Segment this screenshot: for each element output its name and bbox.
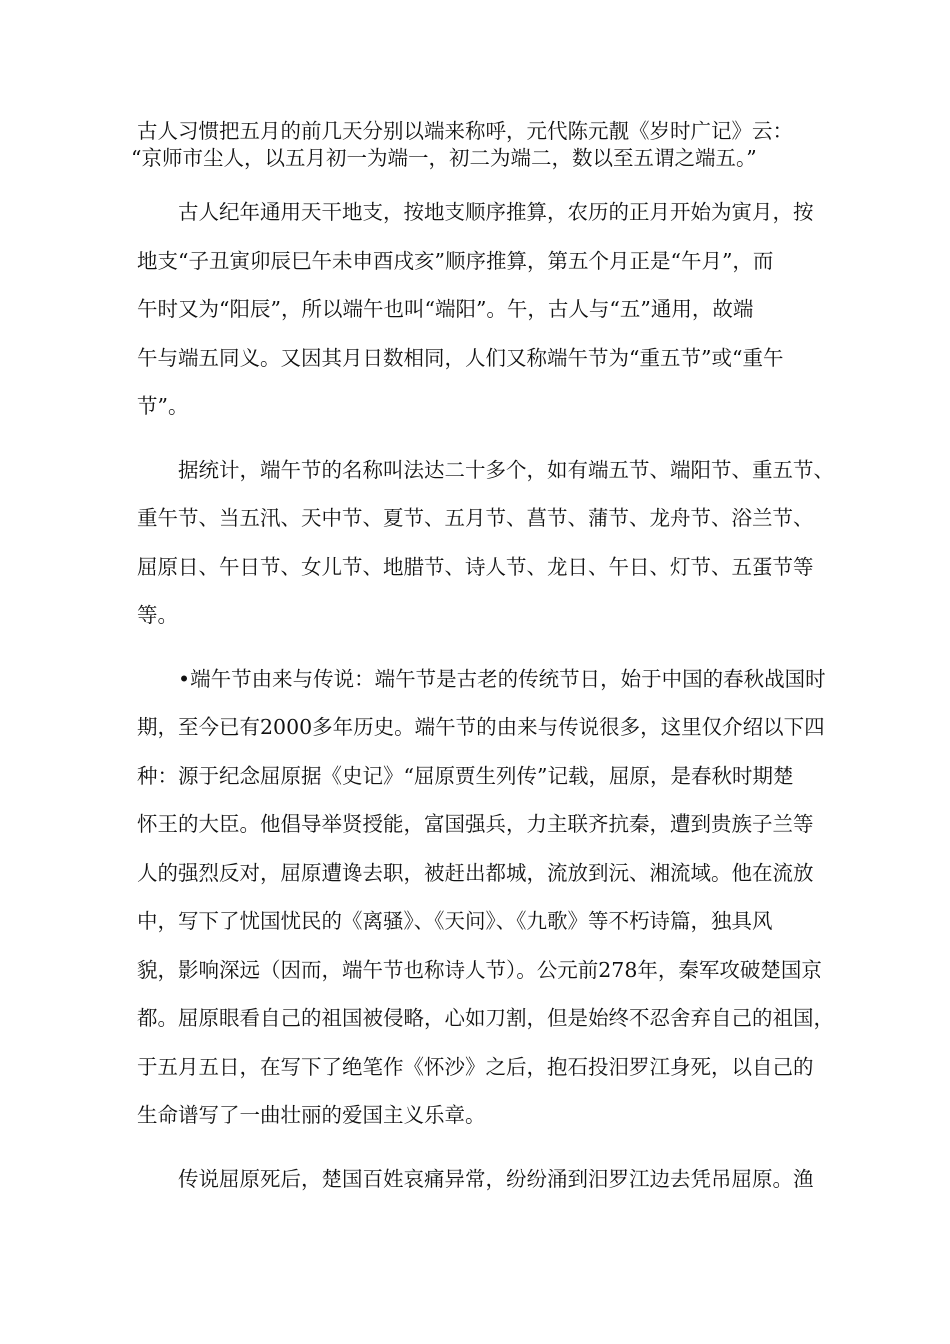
text-line: 怀王的大臣。他倡导举贤授能，富国强兵，力主联齐抗秦，遭到贵族子兰等 — [137, 812, 814, 836]
intro-line: 古人习惯把五月的前几天分别以端来称呼，元代陈元靓《岁时广记》云： — [137, 119, 793, 143]
text-line: 貌，影响深远（因而，端午节也称诗人节）。公元前278年，秦军攻破楚国京 — [137, 957, 822, 982]
text-line: 种：源于纪念屈原据《史记》“屈原贾生列传”记载，屈原，是春秋时期楚 — [137, 763, 794, 788]
intro-line: “京师市尘人，以五月初一为端一，初二为端二，数以至五谓之端五。” — [131, 146, 757, 170]
text-line: 屈原日、午日节、女儿节、地腊节、诗人节、龙日、午日、灯节、五蛋节等 — [137, 554, 814, 579]
text-line: 传说屈原死后，楚国百姓哀痛异常，纷纷涌到汨罗江边去凭吊屈原。渔 — [178, 1166, 814, 1191]
text-line: 午与端五同义。又因其月日数相同，人们又称端午节为“重五节”或“重午 — [137, 345, 784, 370]
text-line: 等。 — [137, 603, 178, 627]
body-text — [137, 188, 834, 1203]
text-line: 于五月五日，在写下了绝笔作《怀沙》之后，抱石投汨罗江身死，以自己的 — [137, 1054, 814, 1079]
text-line: 生命谱写了一曲壮丽的爱国主义乐章。 — [137, 1103, 486, 1127]
text-line: 古人纪年通用天干地支，按地支顺序推算，农历的正月开始为寅月，按 — [178, 200, 814, 224]
intro-quote — [131, 118, 837, 172]
paragraph-festival-names — [137, 446, 834, 640]
text-line: 中，写下了忧国忧民的《离骚》、《天问》、《九歌》等不朽诗篇，独具风 — [137, 909, 773, 933]
text-line: 节”。 — [137, 394, 189, 418]
paragraph-legend-continued — [137, 1155, 827, 1204]
paragraph-tiangan-dizhi — [137, 188, 827, 431]
text-line: 期，至今已有2000多年历史。端午节的由来与传说很多，这里仅介绍以下四 — [137, 715, 825, 739]
text-line: •端午节由来与传说：端午节是古老的传统节日，始于中国的春秋战国时 — [178, 666, 826, 691]
text-line: 都。屈原眼看自己的祖国被侵略，心如刀割，但是始终不忍舍弃自己的祖国， — [137, 1006, 834, 1030]
paragraph-origin-legend — [137, 655, 834, 1140]
text-line: 人的强烈反对，屈原遭谗去职，被赶出都城，流放到沅、湘流域。他在流放 — [137, 860, 814, 885]
text-line: 午时又为“阳辰”，所以端午也叫“端阳”。午，古人与“五”通用，故端 — [137, 297, 754, 321]
text-line: 据统计，端午节的名称叫法达二十多个，如有端五节、端阳节、重五节、 — [178, 457, 834, 482]
text-line: 地支“子丑寅卯辰巳午未申酉戌亥”顺序推算，第五个月正是“午月”，而 — [137, 248, 774, 273]
text-line: 重午节、当五汛、天中节、夏节、五月节、菖节、蒲节、龙舟节、浴兰节、 — [137, 506, 814, 530]
